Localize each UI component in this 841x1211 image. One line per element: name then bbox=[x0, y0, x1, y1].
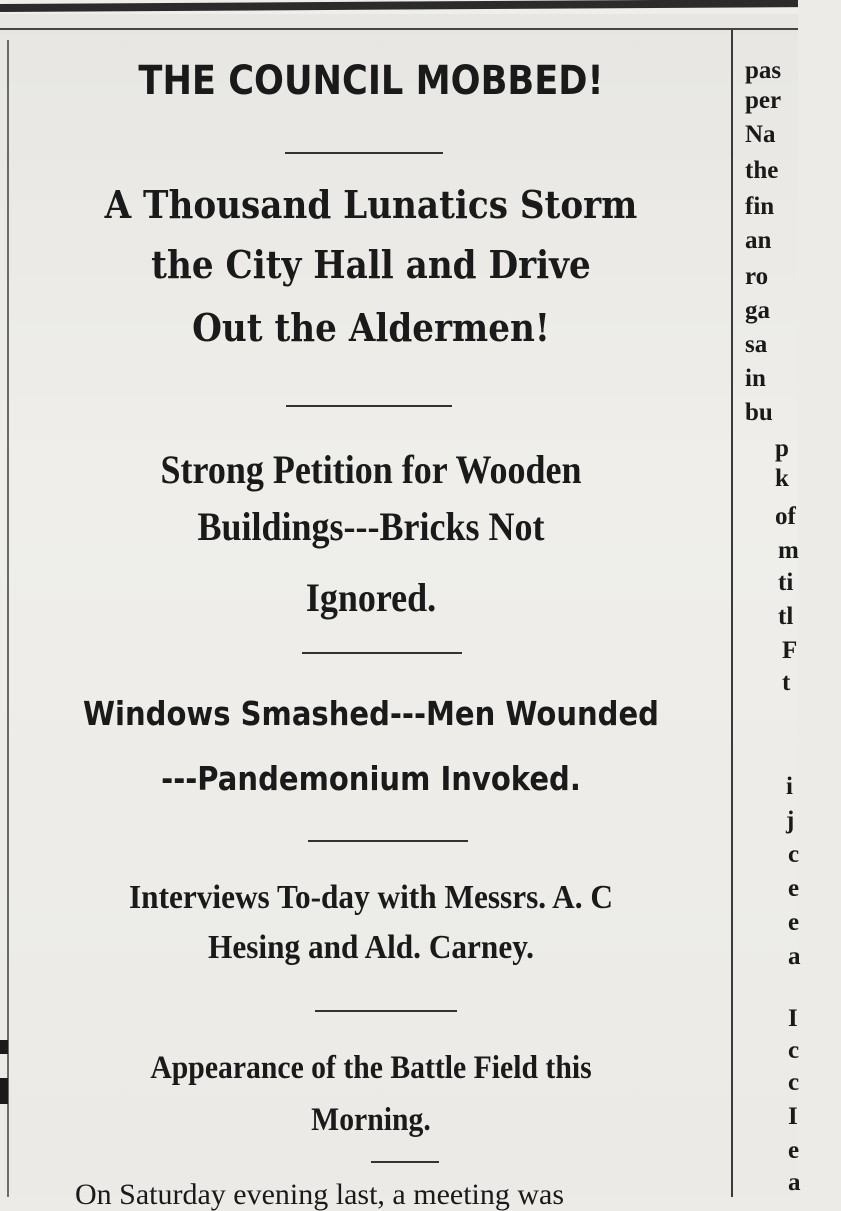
main-headline: THE COUNCIL MOBBED! bbox=[138, 58, 604, 104]
adjacent-fragment: m bbox=[778, 537, 799, 564]
adjacent-fragment: in bbox=[745, 365, 766, 392]
adjacent-fragment: i bbox=[786, 773, 793, 800]
adjacent-fragment: sa bbox=[745, 331, 768, 358]
ink-mark bbox=[0, 1078, 8, 1104]
adjacent-fragment: t bbox=[782, 669, 791, 696]
adjacent-fragment: a bbox=[788, 943, 801, 970]
deck-divider bbox=[286, 405, 452, 407]
adjacent-fragment: I bbox=[788, 1005, 798, 1032]
adjacent-fragment: Na bbox=[745, 121, 776, 148]
ink-mark bbox=[0, 1040, 8, 1054]
adjacent-fragment: a bbox=[788, 1169, 801, 1196]
adjacent-fragment: an bbox=[745, 227, 772, 254]
deck-2-line-2: Buildings---Bricks Not bbox=[197, 504, 545, 549]
deck-3-line-1: Windows Smashed---Men Wounded bbox=[83, 694, 659, 733]
adjacent-fragment: the bbox=[745, 157, 779, 184]
headline-divider bbox=[285, 152, 443, 154]
deck-1-line-2: the City Hall and Drive bbox=[151, 242, 591, 287]
adjacent-fragment: j bbox=[786, 807, 795, 834]
deck-2-line-3: Ignored. bbox=[305, 575, 437, 620]
adjacent-fragment: ga bbox=[745, 297, 770, 324]
article-body-first-line: On Saturday evening last, a meeting was bbox=[75, 1178, 565, 1211]
deck-divider bbox=[315, 1010, 457, 1012]
adjacent-fragment: I bbox=[788, 1103, 798, 1130]
adjacent-fragment: p bbox=[775, 435, 789, 462]
top-border bbox=[0, 0, 798, 14]
deck-2-line-1: Strong Petition for Wooden bbox=[160, 447, 582, 492]
deck-5-line-2: Morning. bbox=[311, 1102, 431, 1138]
article-column bbox=[12, 40, 730, 1197]
adjacent-fragment: k bbox=[775, 465, 789, 492]
adjacent-fragment: c bbox=[788, 1037, 800, 1064]
deck-5-line-1: Appearance of the Battle Field this bbox=[150, 1050, 592, 1086]
deck-1-line-3: Out the Aldermen! bbox=[192, 305, 550, 350]
top-heavy-rule bbox=[0, 0, 798, 12]
adjacent-fragment: of bbox=[775, 503, 796, 530]
column-rule bbox=[731, 30, 733, 1197]
deck-3-line-2: ---Pandemonium Invoked. bbox=[161, 759, 581, 798]
adjacent-fragment: e bbox=[788, 909, 800, 936]
end-divider bbox=[371, 1161, 439, 1163]
deck-4-line-1: Interviews To-day with Messrs. A. C bbox=[128, 879, 613, 916]
adjacent-fragment: fin bbox=[745, 193, 775, 220]
deck-1-line-1: A Thousand Lunatics Storm bbox=[104, 182, 638, 227]
adjacent-fragment: pas bbox=[745, 57, 782, 84]
adjacent-fragment: ti bbox=[778, 569, 794, 596]
deck-divider bbox=[302, 652, 462, 654]
adjacent-fragment: ro bbox=[745, 263, 769, 290]
adjacent-fragment: bu bbox=[745, 399, 773, 426]
adjacent-fragment: c bbox=[788, 841, 800, 868]
adjacent-fragment: tl bbox=[778, 603, 794, 630]
deck-4-line-2: Hesing and Ald. Carney. bbox=[208, 929, 534, 966]
left-column-rule bbox=[7, 40, 9, 1197]
deck-divider bbox=[308, 840, 468, 842]
top-thin-rule bbox=[0, 28, 798, 30]
adjacent-fragment: e bbox=[788, 1137, 800, 1164]
adjacent-fragment: F bbox=[782, 637, 798, 664]
adjacent-fragment: c bbox=[788, 1069, 800, 1096]
adjacent-fragment: per bbox=[745, 87, 782, 114]
adjacent-fragment: e bbox=[788, 875, 800, 902]
